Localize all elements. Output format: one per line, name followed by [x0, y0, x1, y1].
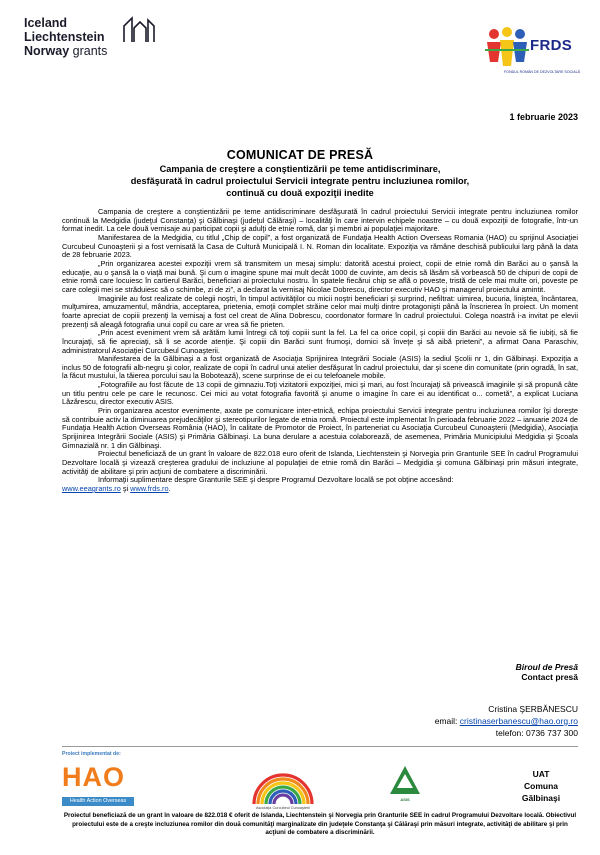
eea-grants-mark-icon — [122, 16, 156, 44]
hao-logo — [62, 760, 140, 810]
eea-line-grants: grants — [69, 44, 108, 58]
frds-logo — [480, 22, 580, 82]
paragraph-intro: Campania de creştere a conştientizării pe teme antidiscriminare desfăşurată în cadrul proiectului Servicii integrate pentru incluziunea romilor continuă la Medgidia (judeţul Constanţa) şi Gălbinaşi (judeţul Călăraşi) – localităţi în care intervin echipele noastre – cu două expoziţii de fotografie, într-un format inedit. La cele două vernisaje au participat copii şi adulţi de etnie romă, dar şi membri ai populaţiei majoritare. — [62, 207, 578, 234]
links-joiner: şi — [120, 484, 131, 493]
frds-people-icon — [484, 26, 530, 68]
eea-line-norway: Norway — [24, 44, 70, 58]
eea-line-iceland: Iceland — [24, 16, 68, 30]
paragraph-lazarescu-quote: „Fotografiile au fost făcute de 13 copii de gimnaziu.Toţi vizitatorii expoziţiei, mici şi mari, au fost încurajaţi să privească imaginile şi să propună câte un titlu pentru cele pe care le recunosc. Cei mici au votat fotografia favorită şi anume o imagine în care ei au identificat o... cometă”, a explicat Luciana Lăzărescu, director executiv ASIS. — [62, 380, 578, 407]
press-release-body — [62, 208, 578, 494]
paragraph-dobrescu-quote: „Prin organizarea acestei expoziţii vrem să transmitem un mesaj simplu: datorită acestui proiect, copii de etnie romă din Barăci au o şansă la educaţie, au o şansă la o viaţă mai bună. Şi cum o imagine spune mai mult decât 1000 de cuvinte, am decis să lăsăm să vorbească 50 de chipuri de copii de etnie romă care locuiesc în cartierul Barăci, beneficiari ai proiectului nostru. În spatele fiecărui chip se află o poveste, tristă de cele mai multe ori, poveste pe care colegii mei se străduiesc să o schimbe, zi de zi”, a declarat la vernisaj Nicolae Dobrescu, director executiv HAO şi managerul proiectului amintit. — [62, 258, 578, 294]
frds-caption: FONDUL ROMÂN DE DEZVOLTARE SOCIALĂ — [503, 70, 580, 74]
release-date: 1 februarie 2023 — [509, 112, 578, 122]
footer-divider — [62, 746, 578, 747]
eea-grants-logo — [24, 16, 184, 72]
subtitle-line: continuă cu două expoziţii inedite — [226, 188, 374, 198]
footer-note: Proiectul beneficiază de un grant în valoare de 822.018 € oferit de Islanda, Liechtenstein şi Norvegia prin Granturile SEE în cadrul Programului Dezvoltare locală. Obiectivul proiectului este de a creşte incluziunea romilor din două comunităţi marginalizate din judeţele Constanţa şi Călăraşi prin măsuri integrate, activităţi de abilitare şi prin acţiuni de combatere a discriminării. — [63, 812, 577, 836]
paragraph-images: Imaginile au fost realizate de colegii noştri, în timpul activităţilor cu micii noştri beneficiari şi surprind, nefiltrat: uimirea, bucuria, liniştea, încântarea, mulţumirea, amuzamentul, mândria, acceptarea, prietenia, emoţii complet străine celor mai mulţi dintre protagonişti până la înscrierea în proiect. Un moment foarte apreciat de copiii prezenţi la vernisaj a fost cel creat de Alina Dobrescu, coordonator formare în cadrul proiectului. Colega noastră i-a invitat pe elevii prezenţi să aleagă fotografia unui copil cu care ar vrea să fie prieten. — [62, 293, 578, 329]
uat-line: Comuna — [524, 781, 558, 791]
asis-caption: ASIS — [400, 797, 410, 802]
paragraph-paraschiv-quote: „Prin acest eveniment vrem să arătăm lumii întregi că toţi copiii sunt la fel. La fel ca orice copil, şi copiii din Barăci au nevoie să fie iubiţi, să fie încurajaţi, să fie apreciaţi, să li se acorde atenţie. Şi copiii din Barăci sunt frumoşi, dornici să înveţe şi să aibă prieteni”, a afirmat Oana Paraschiv, administratorul Asociaţiei Curcubeul Cunoaşterii. — [62, 328, 578, 355]
uat-line: UAT — [532, 769, 550, 779]
contact-email-link[interactable]: cristinaserbanescu@hao.org.ro — [459, 716, 578, 726]
frds-wordmark: FRDS — [530, 37, 573, 54]
eeagrants-link[interactable]: www.eeagrants.ro — [62, 484, 121, 493]
rainbow-logo-icon — [248, 762, 318, 808]
paragraph-info: Informaţii suplimentare despre Granturile SEE şi despre Programul Dezvoltare locală se pot obţine accesând: — [98, 475, 454, 485]
implemented-by-label: Proiect implementat de: — [62, 751, 121, 757]
contact-name: Cristina ŞERBĂNESCU — [488, 704, 578, 714]
links-end: . — [168, 484, 171, 493]
links-line — [62, 485, 578, 494]
eea-grants-wordmark — [24, 16, 107, 58]
uat-galbinasi — [500, 768, 582, 804]
frds-link[interactable]: www.frds.ro — [130, 484, 169, 493]
paragraph-grant: Proiectul beneficiază de un grant în valoare de 822.018 euro oferit de Islanda, Liechtenstein şi Norvegia prin Granturile SEE în cadrul Programului Dezvoltare locală şi vizează creşterea gradului de incluziune al populaţiei de etnie romă din Barăci – Medgidia şi comuna Gălbinaşi prin măsuri integrate, activităţi de abilitare şi prin acţiuni de combatere a discriminării. — [62, 449, 578, 476]
contact-phone: telefon: 0736 737 300 — [495, 728, 578, 738]
hao-wordmark: HAO — [62, 762, 125, 792]
signature-contact — [330, 704, 578, 738]
subtitle-line: Campania de creştere a conştientizării pe teme antidiscriminare, — [159, 164, 441, 174]
rainbow-caption: Asociaţia Curcubeul Cunoaşterii — [255, 806, 311, 810]
subtitle-line: desfăşurată în cadrul proiectului Servicii integrate pentru incluziunea romilor, — [130, 176, 470, 186]
signature-office — [330, 662, 578, 682]
press-office-label: Biroul de Presă — [515, 662, 578, 672]
paragraph-medgidia: Manifestarea de la Medgidia, cu titlul „Chip de copil”, a fost organizată de Fundaţia Health Action Overseas Romania (HAO) cu sprijinul Asociaţiei Curcubeul Cunoaşterii şi a fost vernisată la Casa de Cultură Municipală I. N. Roman din localitate. Expoziţia va rămâne deschisă publicului larg până la data de 28 februarie 2023. — [62, 232, 578, 260]
document-subtitle — [70, 163, 530, 199]
document-title: COMUNICAT DE PRESĂ — [226, 148, 374, 162]
eea-line-liechtenstein: Liechtenstein — [24, 30, 105, 44]
hao-band: Health Action Overseas — [62, 797, 134, 806]
asis-logo-icon — [388, 764, 422, 796]
uat-line: Gălbinaşi — [521, 793, 561, 803]
press-contact-label: Contact presă — [521, 672, 578, 682]
paragraph-galbinasi: Manifestarea de la Gălbinaşi a a fost organizată de Asociaţia Sprijinirea Integrării Sociale (ASIS) la sediul Şcolii nr 1, din Gălbinaşi. Expoziţia a inclus 50 de fotografii alb-negru şi color, realizate de copii în cadrul unui atelier desfăşurat în cadrul proiectului, dar şi scene din comunitate (prin ogradă, în sat, la făcut mustului, la tăierea porcului sau la Bobotează), scene surprinse de ei cu telefoanele mobile. — [62, 354, 578, 381]
email-label: email: — [434, 716, 460, 726]
paragraph-project: Prin organizarea acestor evenimente, axate pe comunicare inter-etnică, echipa proiectului Servicii integrate pentru incluziunea romilor îşi doreşte să contribuie activ la diminuarea prejudecăţilor şi stereotipurilor legate de etnia romă. Proiectul este implementat în perioada februarie 2022 – ianuarie 2024 de Fundaţia Health Action Overseas România (HAO), în calitate de Promotor de Proiect, în parteneriat cu Asociaţia Curcubeul Cunoaşterii (Medgidia), Asociaţia Sprijinirea Integrării Sociale (ASIS) şi Primăria Gălbinaşi. La buna derulare a acestuia colaborează, de asemenea, Primăria Municipiului Medgidia şi Şcoala Gimnazială nr. 1 din Gălbinaşi. — [62, 406, 578, 450]
